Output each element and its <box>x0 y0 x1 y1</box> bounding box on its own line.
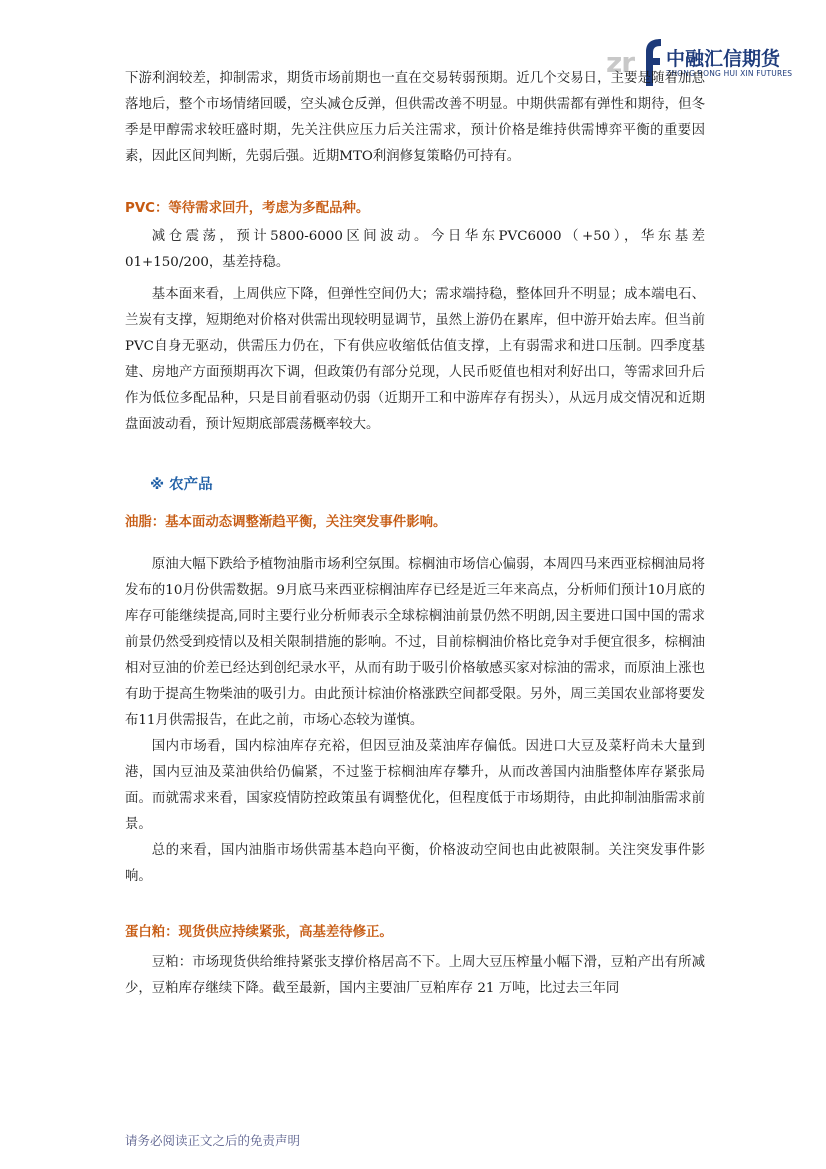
oil-paragraph-3: 总的来看，国内油脂市场供需基本趋向平衡，价格波动空间也由此被限制。关注突发事件影响。 <box>125 843 705 884</box>
meal-heading: 蛋白粕：现货供应持续紧张，高基差待修正。 <box>125 925 393 940</box>
agri-section-title: ※ 农产品 <box>150 477 213 493</box>
logo-letters: zr <box>606 46 635 79</box>
meal-paragraph-1: 豆粕：市场现货供给维持紧张支撑价格居高不下。上周大豆压榨量小幅下滑，豆粕产出有所减少，豆粕库存继续下降。截至最新，国内主要油厂豆粕库存 21 万吨，比过去三年同 <box>125 955 705 996</box>
brand-name-en: ZHONG RONG HUI XIN FUTURES <box>666 69 793 78</box>
pvc-heading: PVC：等待需求回升，考虑为多配品种。 <box>125 201 370 216</box>
oil-paragraph-2: 国内市场看，国内棕油库存充裕，但因豆油及菜油库存偏低。因进口大豆及菜籽尚未大量到港，国内豆油及菜油供给仍偏紧，不过鉴于棕榈油库存攀升，从而改善国内油脂整体库存紧张局面。而就需求来看，国家疫情防控政策虽有调整优化，但程度低于市场期待，由此抑制油脂需求前景。 <box>125 739 705 832</box>
brand-name-cn: 中融汇信期货 <box>666 48 781 70</box>
document-body <box>125 0 705 1002</box>
pvc-paragraph-1: 减仓震荡，预计5800-6000区间波动。今日华东PVC6000（+50），华东基差01+150/200，基差持稳。 <box>125 229 705 270</box>
pvc-paragraph-2: 基本面来看，上周供应下降，但弹性空间仍大；需求端持稳，整体回升不明显；成本端电石、兰炭有支撑，短期绝对价格对供需出现较明显调节，虽然上游仍在累库，但中游开始去库。但当前PVC自身无驱动，供需压力仍在，下有供应收缩低估值支撑，上有弱需求和进口压制。四季度基建、房地产方面预期再次下调，但政策仍有部分兑现，人民币贬值也相对利好出口，等需求回升后作为低位多配品种，只是目前看驱动仍弱（近期开工和中游库存有拐头），从远月成交情况和近期盘面波动看，预计短期底部震荡概率较大。 <box>125 287 705 432</box>
disclaimer-footer: 请务必阅读正文之后的免责声明 <box>125 1133 301 1148</box>
methanol-paragraph: 下游利润较差，抑制需求，期货市场前期也一直在交易转弱预期。近几个交易日，主要是随着加息落地后，整个市场情绪回暖，空头减仓反弹，但供需改善不明显。中期供需都有弹性和期待，但冬季是甲醇需求较旺盛时期，先关注供应压力后关注需求，预计价格是维持供需博弈平衡的重要因素，因此区间判断，先弱后强。近期MTO利润修复策略仍可持有。 <box>125 71 705 164</box>
oil-paragraph-1: 原油大幅下跌给予植物油脂市场利空氛围。棕榈油市场信心偏弱，本周四马来西亚棕榈油局将发布的10月份供需数据。9月底马来西亚棕榈油库存已经是近三年来高点，分析师们预计10月底的库存可能继续提高,同时主要行业分析师表示全球棕榈油前景仍然不明朗,因主要进口国中国的需求前景仍然受到疫情以及相关限制措施的影响。不过，目前棕榈油价格比竞争对手便宜很多，棕榈油相对豆油的价差已经达到创纪录水平，从而有助于吸引价格敏感买家对棕油的需求，而原油上涨也有助于提高生物柴油的吸引力。由此预计棕油价格涨跌空间都受限。另外，周三美国农业部将要发布11月供需报告，在此之前，市场心态较为谨慎。 <box>125 557 705 728</box>
oil-heading: 油脂：基本面动态调整渐趋平衡，关注突发事件影响。 <box>125 515 447 530</box>
